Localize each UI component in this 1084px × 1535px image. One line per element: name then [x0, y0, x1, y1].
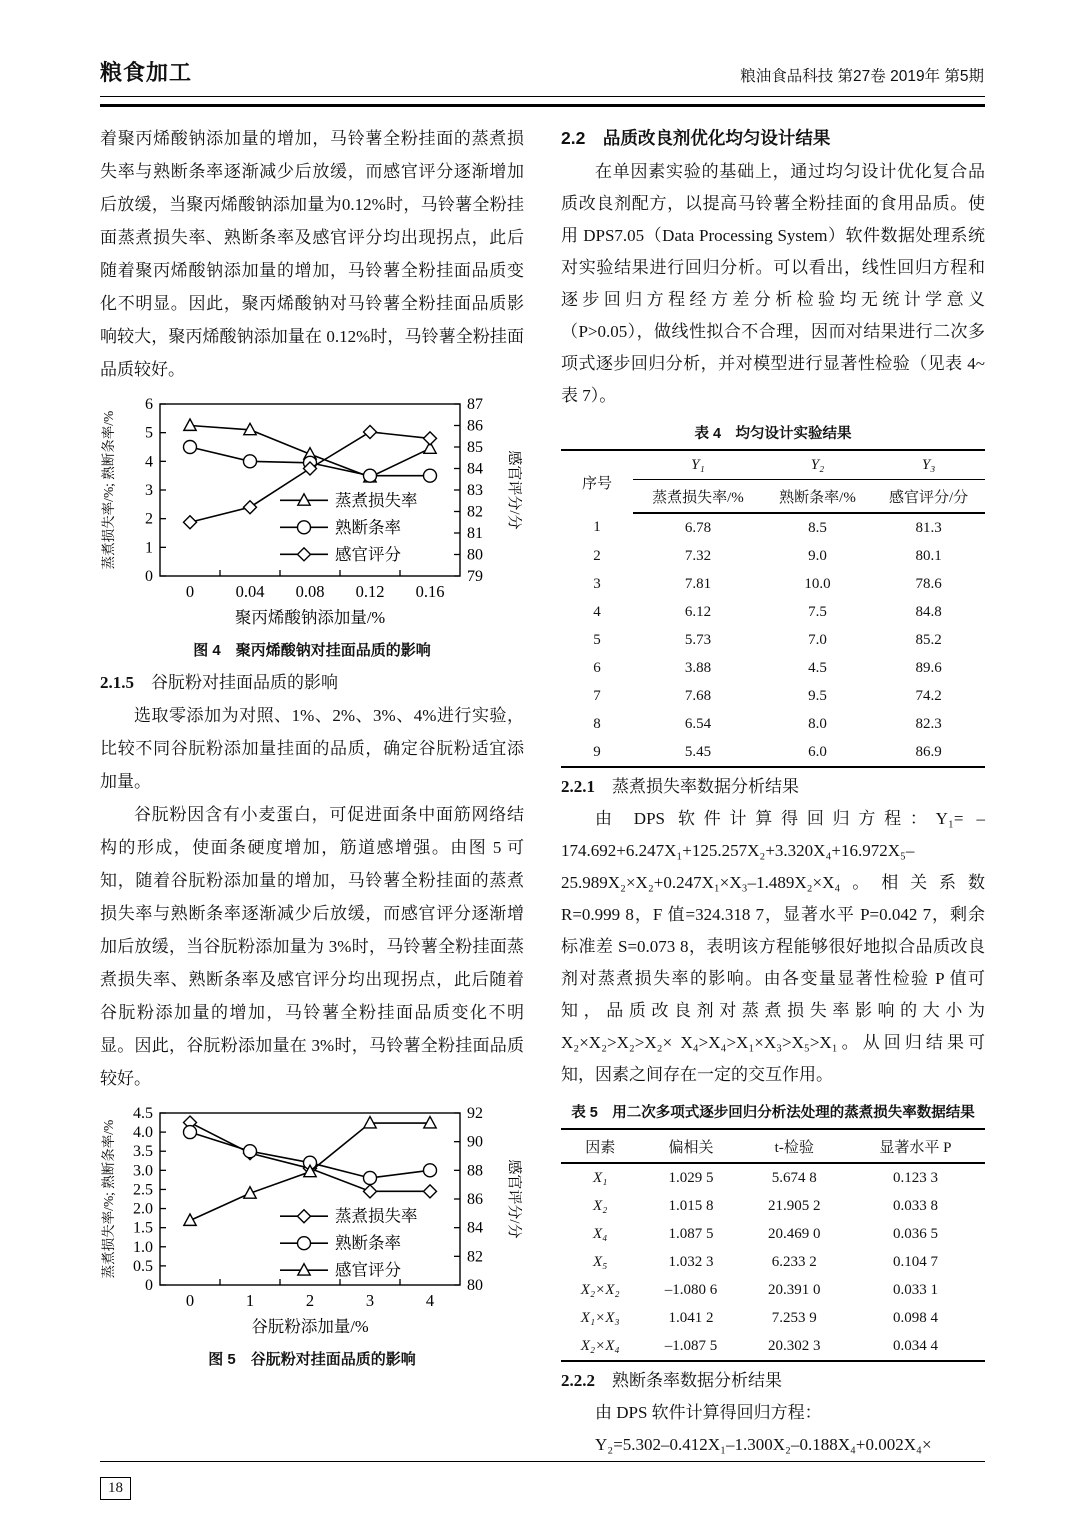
section-number: 2.2.2 [561, 1371, 595, 1390]
legend-label: 蒸煮损失率 [335, 490, 418, 510]
axis-tick-label: 4.0 [133, 1124, 153, 1142]
left-axis-label: 蒸煮损失率/%; 熟断条率/% [101, 1119, 116, 1279]
table-row [561, 654, 985, 682]
table-cell: 20.391 0 [768, 1281, 821, 1298]
table4-header [561, 450, 985, 513]
legend-entry-蒸煮损失率 [280, 1207, 418, 1226]
table5-regression-results [561, 1128, 985, 1362]
table-cell: 6 [593, 659, 601, 676]
axis-tick-label: 1 [245, 1291, 255, 1310]
legend-marker [298, 494, 310, 505]
table-cell: 7.68 [684, 687, 712, 704]
table-cell: 84.8 [915, 603, 942, 620]
figure5-chart-mount [100, 1103, 524, 1346]
legend-marker [298, 1237, 311, 1250]
page-number: 18 [100, 1477, 131, 1500]
table-cell: 2 [593, 547, 601, 564]
axis-tick-label: 4 [425, 1291, 435, 1310]
data-point-marker [244, 455, 257, 468]
table-row [561, 1248, 985, 1276]
table4-col-y2: Y₂ [763, 450, 872, 480]
legend-marker [298, 548, 311, 561]
table-cell: 6.12 [684, 603, 712, 620]
axis-tick-label: 0.12 [355, 582, 385, 601]
axis-tick-label: 3 [365, 1291, 375, 1310]
axis-tick-label: 90 [467, 1133, 483, 1151]
axis-tick-label: 3.0 [133, 1162, 153, 1180]
table-cell: 1.029 5 [668, 1169, 714, 1186]
figure4-chart-mount [100, 394, 524, 637]
axis-tick-label: 2 [145, 510, 153, 528]
figure-4 [100, 394, 524, 660]
table4-col-y1: Y₁ [633, 450, 763, 480]
table-cell: 0.034 4 [892, 1337, 938, 1354]
table-row [561, 1129, 985, 1163]
footer-rule [100, 1461, 985, 1462]
table4-uniform-design-results [561, 449, 985, 768]
table-cell: 5 [593, 631, 601, 648]
data-point-marker [364, 1117, 376, 1128]
table-cell: 5.73 [684, 631, 712, 648]
section-number: 2.2.1 [561, 777, 595, 796]
table-cell: –1.087 5 [664, 1337, 718, 1354]
table5-body [561, 1163, 985, 1361]
section-title: 熟断条率数据分析结果 [595, 1371, 782, 1390]
table-cell: X₁ [593, 1169, 608, 1186]
axis-tick-label: 79 [467, 568, 483, 585]
table-cell: –1.080 6 [664, 1281, 718, 1298]
axis-tick-label: 0 [185, 582, 195, 601]
column-section-title: 粮食加工 [100, 60, 193, 85]
table-cell: 6.233 2 [771, 1253, 817, 1270]
axis-tick-label: 2.5 [133, 1181, 153, 1199]
axis-tick-label: 2.0 [133, 1200, 153, 1218]
table-cell: 20.302 3 [768, 1337, 821, 1354]
data-point-marker [184, 516, 197, 529]
table-row [561, 710, 985, 738]
right-axis-label: 感官评分/分 [506, 450, 522, 530]
table-cell: X₅ [593, 1253, 608, 1270]
axis-tick-label: 3 [145, 482, 153, 499]
table-cell: 7.81 [684, 575, 712, 592]
table-row [561, 682, 985, 710]
axis-tick-label: 84 [467, 1219, 483, 1237]
axis-tick-label: 6 [145, 396, 153, 413]
section-heading-2-2-2 [561, 1364, 985, 1397]
axis-tick-label: 1 [145, 539, 153, 557]
table-cell: 0.098 4 [892, 1309, 938, 1326]
axis-tick-label: 86 [467, 1191, 483, 1208]
table-cell: 8.0 [808, 715, 827, 732]
axis-tick-label: 0 [185, 1291, 195, 1310]
table-cell: 81.3 [915, 519, 942, 536]
table-cell: 20.469 0 [768, 1225, 821, 1242]
axis-tick-label: 1.5 [133, 1219, 153, 1237]
table-cell: 0.104 7 [892, 1253, 938, 1270]
left-column [100, 122, 524, 1375]
table-row [561, 626, 985, 654]
table-cell: 7.32 [684, 547, 712, 564]
table-cell: 4 [593, 603, 601, 620]
table-cell: 6.0 [808, 743, 827, 760]
data-point-marker [424, 1164, 437, 1177]
legend-marker [298, 521, 311, 534]
data-point-marker [364, 425, 377, 438]
axis-tick-label: 5 [145, 424, 153, 442]
header-rule-thick [100, 104, 985, 107]
table-cell: 8.5 [808, 519, 827, 536]
axis-tick-label: 2 [305, 1291, 315, 1310]
axis-tick-label: 81 [467, 525, 483, 542]
data-point-marker [424, 1117, 436, 1128]
table-cell: X₄ [593, 1225, 608, 1242]
table-cell: 9.0 [808, 547, 827, 564]
axis-tick-label: 0.04 [235, 582, 265, 601]
legend-entry-熟断条率 [280, 1234, 401, 1253]
axis-tick-label: 84 [467, 460, 483, 478]
data-point-marker [364, 469, 377, 482]
data-point-marker [424, 432, 437, 445]
table-row [561, 1332, 985, 1361]
table-cell: 7.253 9 [771, 1309, 817, 1326]
legend-entry-蒸煮损失率 [280, 491, 418, 510]
paragraph-2-2-2-formula: Y₂=5.302–0.412X₁–1.300X₂–0.188X₄+0.002X₄× [595, 1435, 932, 1454]
table-row [561, 1192, 985, 1220]
legend-entry-感官评分 [280, 545, 402, 564]
figure4-caption: 图 4 聚丙烯酸钠对挂面品质的影响 [193, 642, 431, 659]
table-cell: 85.2 [915, 631, 942, 648]
axis-tick-label: 88 [467, 1162, 483, 1180]
table-cell: 3 [593, 575, 601, 592]
table-cell: 74.2 [915, 687, 942, 704]
axis-tick-label: 82 [467, 503, 483, 521]
table-cell: 9.5 [808, 687, 827, 704]
axis-tick-label: 4.5 [133, 1105, 153, 1122]
journal-issue-info: 粮油食品科技 第27卷 2019年 第5期 [740, 68, 984, 85]
table-cell: 1.015 8 [668, 1197, 714, 1214]
axis-tick-label: 82 [467, 1248, 483, 1266]
data-point-marker [184, 441, 197, 454]
table-cell: 1.087 5 [668, 1225, 714, 1242]
data-point-marker [364, 1171, 377, 1184]
table-cell: 1 [593, 519, 601, 535]
legend-label: 熟断条率 [335, 1233, 401, 1253]
axis-tick-label: 0.16 [415, 582, 445, 601]
table5-column-header: t-检验 [743, 1129, 846, 1163]
axis-tick-label: 92 [467, 1105, 483, 1122]
axis-tick-label: 0 [145, 1277, 153, 1294]
legend-marker [298, 1264, 310, 1275]
paragraph-2-2: 在单因素实验的基础上，通过均匀设计优化复合品质改良剂配方，以提高马铃薯全粉挂面的食用品质。使用 DPS7.05（Data Processing System）软件数据处理系统对实验结果进行回归分析。可以看出，线性回归方程和逐步回归方程经方差分析检验均无统计学意义（P>0.05），做线性拟合不合理，因而对结果进行二次多项式逐步回归分析，并对模型进行显著性检验（见表 4~表 7）。 [561, 162, 985, 405]
x-axis-label: 聚丙烯酸钠添加量/% [234, 608, 386, 627]
section-title: 谷朊粉对挂面品质的影响 [134, 673, 338, 692]
table-cell: 1.041 2 [668, 1309, 714, 1326]
axis-tick-label: 85 [467, 439, 483, 456]
table-cell: 1.032 3 [668, 1253, 714, 1270]
axis-tick-label: 0.5 [133, 1257, 153, 1275]
section-heading-2-2: 2.2 品质改良剂优化均匀设计结果 [561, 128, 831, 148]
paragraph-gluten-2: 谷朊粉因含有小麦蛋白，可促进面条中面筋网络结构的形成，使面条硬度增加，筋道感增强。由图 5 可知，随着谷朊粉添加量的增加，马铃薯全粉挂面的蒸煮损失率与熟断条率逐渐减少后放缓，而感官评分逐渐增加后放缓，当谷朊粉添加量为 3%时，马铃薯全粉挂面蒸煮损失率、熟断条率及感官评分均出现拐点，此后随着谷朊粉添加量的增加，马铃薯全粉挂面品质变化不明显。因此，谷朊粉添加量在 3%时，马铃薯全粉挂面品质较好。 [100, 805, 524, 1088]
table-row [561, 1220, 985, 1248]
axis-tick-label: 1.0 [133, 1238, 153, 1256]
table4-col-seq: 序号 [582, 475, 613, 492]
table-cell: 8 [593, 715, 601, 732]
table-cell: 80.1 [915, 547, 942, 564]
table-cell: X₂ [593, 1197, 608, 1214]
paragraph-2-2-1: 由 DPS 软件计算得回归方程：Y₁= –174.692+6.247X₁+125.257X₂+3.320X₄+16.972X₅–25.989X₂×X₂+0.247X₁×X₃–1.489X₂×X₄。相关系数 R=0.999 8，F 值=324.318 7，显著水平 P=0.042 7，剩余标准差 S=0.073 8，表明该方程能够很好地拟合品质改良剂对蒸煮损失率的影响。由各变量显著性检验 P 值可知，品质改良剂对蒸煮损失率影响的大小为 X₂×X₂>X₂>X₂× X₄>X₄>X₁×X₃>X₅>X₁。从回归结果可知，因素之间存在一定的交互作用。 [561, 809, 985, 1084]
section-heading-2-2-1 [561, 770, 985, 803]
axis-tick-label: 3.5 [133, 1143, 153, 1161]
data-point-marker [364, 1185, 377, 1198]
table-cell: 6.54 [684, 715, 712, 732]
data-point-marker [424, 469, 437, 482]
figure5-chart [100, 1103, 522, 1341]
legend-entry-熟断条率 [280, 518, 401, 537]
data-point-marker [184, 419, 196, 430]
table-cell: 4.5 [808, 659, 827, 676]
table-cell: X₂×X₄ [580, 1337, 620, 1354]
table-cell: 89.6 [915, 659, 942, 676]
table-cell: 9 [593, 743, 601, 760]
series-感官评分 [184, 425, 437, 528]
table4-subcol-cooking-loss: 蒸煮损失率/% [633, 480, 763, 514]
figure-5 [100, 1103, 524, 1369]
table-cell: 0.033 1 [892, 1281, 938, 1298]
table-row [561, 450, 985, 480]
section-number: 2.1.5 [100, 673, 134, 692]
right-axis-label: 感官评分/分 [506, 1159, 522, 1239]
table4-body [561, 513, 985, 767]
legend-label: 感官评分 [335, 544, 401, 564]
paragraph-2-2-2-intro: 由 DPS 软件计算得回归方程： [595, 1403, 822, 1422]
axis-tick-label: 80 [467, 546, 483, 564]
paragraph-sodium-polyacrylate: 着聚丙烯酸钠添加量的增加，马铃薯全粉挂面的蒸煮损失率与熟断条率逐渐减少后放缓，而感官评分逐渐增加后放缓，当聚丙烯酸钠添加量为0.12%时，马铃薯全粉挂面蒸煮损失率、熟断条率及感官评分均出现拐点，此后随着聚丙烯酸钠添加量的增加，马铃薯全粉挂面品质变化不明显。因此，聚丙烯酸钠对马铃薯全粉挂面品质影响较大，聚丙烯酸钠添加量在 0.12%时，马铃薯全粉挂面品质较好。 [100, 129, 524, 379]
axis-tick-label: 83 [467, 482, 483, 499]
table-cell: 0.036 5 [892, 1225, 938, 1242]
data-point-marker [184, 1126, 197, 1139]
table-row [561, 542, 985, 570]
figure5-caption: 图 5 谷朊粉对挂面品质的影响 [208, 1351, 416, 1368]
table-cell: 7 [593, 687, 601, 704]
table-row [561, 570, 985, 598]
table-cell: X₂×X₂ [580, 1281, 620, 1298]
table-row [561, 1304, 985, 1332]
table-cell: 21.905 2 [768, 1197, 821, 1214]
figure4-chart [100, 394, 522, 632]
axis-tick-label: 0 [145, 568, 153, 585]
legend-label: 熟断条率 [335, 517, 401, 537]
table5-caption: 表 5 用二次多项式逐步回归分析法处理的蒸煮损失率数据结果 [571, 1105, 975, 1121]
table5-column-header: 显著水平 P [846, 1129, 985, 1163]
table4-col-y3: Y₃ [872, 450, 985, 480]
table-cell: 0.033 8 [892, 1197, 938, 1214]
table-cell: 78.6 [915, 575, 942, 592]
table-row [561, 738, 985, 767]
table4-subcol-sensory-score: 感官评分/分 [872, 480, 985, 514]
table-cell: 6.78 [684, 519, 712, 536]
table-cell: X₁×X₃ [580, 1309, 620, 1326]
table-row [561, 513, 985, 542]
table-cell: 5.45 [684, 743, 712, 760]
right-column [561, 122, 985, 1461]
table-cell: 3.88 [684, 659, 712, 676]
legend-label: 感官评分 [335, 1260, 401, 1280]
table-cell: 86.9 [915, 743, 942, 760]
legend-marker [298, 1210, 311, 1223]
axis-tick-label: 0.08 [295, 582, 325, 601]
section-title: 蒸煮损失率数据分析结果 [595, 777, 799, 796]
table-row [561, 1163, 985, 1192]
table-cell: 7.5 [808, 603, 827, 620]
table4-subcol-broken-rate: 熟断条率/% [763, 480, 872, 514]
table5-column-header: 偏相关 [639, 1129, 742, 1163]
table5-column-header: 因素 [561, 1129, 639, 1163]
axis-tick-label: 80 [467, 1277, 483, 1294]
table4-caption: 表 4 均匀设计实验结果 [694, 426, 852, 442]
table-row [561, 1276, 985, 1304]
section-heading-2-1-5 [100, 666, 524, 699]
table-cell: 7.0 [808, 631, 827, 648]
table5-header [561, 1129, 985, 1163]
table-cell: 0.123 3 [892, 1169, 938, 1186]
left-axis-label: 蒸煮损失率/%; 熟断条率/% [101, 410, 116, 570]
axis-tick-label: 86 [467, 417, 483, 435]
table-row [561, 598, 985, 626]
table-cell: 10.0 [804, 575, 831, 592]
data-point-marker [244, 501, 257, 514]
legend-label: 蒸煮损失率 [335, 1206, 418, 1226]
data-point-marker [244, 1145, 257, 1158]
legend-entry-感官评分 [280, 1261, 402, 1280]
table-cell: 5.674 8 [771, 1169, 817, 1186]
data-point-marker [184, 1214, 196, 1225]
x-axis-label: 谷朊粉添加量/% [251, 1317, 369, 1336]
axis-tick-label: 4 [145, 453, 153, 471]
axis-tick-label: 87 [467, 396, 483, 413]
header-rule-thin [100, 96, 985, 97]
data-point-marker [424, 1185, 437, 1198]
table-cell: 82.3 [915, 715, 942, 732]
paragraph-gluten-1: 选取零添加为对照、1%、2%、3%、4%进行实验，比较不同谷朊粉添加量挂面的品质，确定谷朊粉适宜添加量。 [100, 706, 524, 791]
